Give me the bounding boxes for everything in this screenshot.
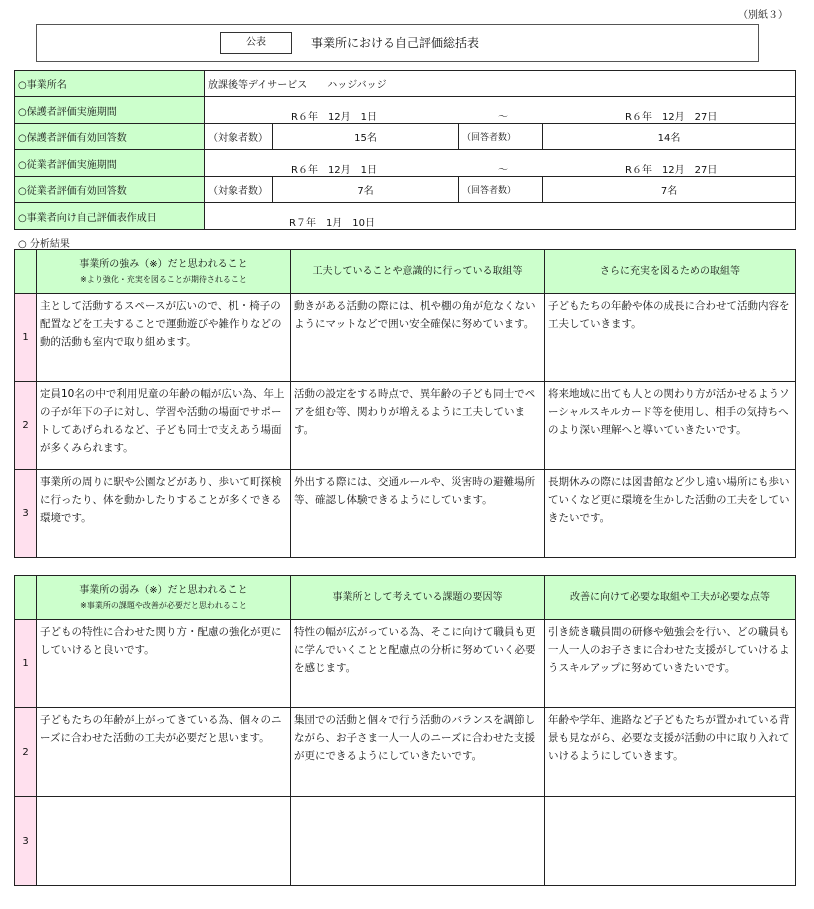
improve-cell <box>545 797 796 886</box>
strengths-further-header: さらに充実を図るための取組等 <box>545 250 796 294</box>
cause-cell: 特性の幅が広がっている為、そこに向けて職員も更に学んでいくことと配慮点の分析に努めていく必要を感じます。 <box>291 620 545 708</box>
created-date-label: ○事業者向け自己評価表作成日 <box>15 203 205 230</box>
further-cell: 長期休みの際には図書館など少し遠い場所にも歩いていくなど更に環境を生かした活動の工夫をしていきたいです。 <box>545 470 796 558</box>
respondent-count-label: （回答者数） <box>459 177 543 203</box>
weaknesses-header: 事業所の弱み（※）だと思われること ※事業所の課題や改善が必要だと思われること <box>37 576 291 620</box>
guardian-period-label: ○保護者評価実施期間 <box>15 97 205 124</box>
title-box <box>36 24 759 62</box>
strength-cell: 主として活動するスペースが広いので、机・椅子の配置などを工夫することで運動遊びや雑作りなどの動的活動も室内で取り組めます。 <box>37 294 291 382</box>
info-table <box>14 70 796 230</box>
row-number: 1 <box>15 294 37 382</box>
further-cell: 将来地域に出ても人との関わり方が活かせるようソーシャルスキルカード等を使用し、相手の気持ちへのより深い理解へと導いていきたいです。 <box>545 382 796 470</box>
weakness-cell <box>37 797 291 886</box>
strengths-header: 事業所の強み（※）だと思われること ※より強化・充実を図ることが期待されること <box>37 250 291 294</box>
period-separator: ～ <box>498 165 508 176</box>
effort-cell: 活動の設定をする時点で、異年齢の子ども同士でペアを組む等、関わりが増えるように工夫しています。 <box>291 382 545 470</box>
improve-cell: 年齢や学年、進路など子どもたちが置かれている背景も見ながら、必要な支援が活動の中に取り入れていけるようにしていきます。 <box>545 708 796 797</box>
target-count-label: （対象者数） <box>205 177 273 203</box>
staff-target-count: 7名 <box>273 177 459 203</box>
further-cell: 子どもたちの年齢や体の成長に合わせて活動内容を工夫していきます。 <box>545 294 796 382</box>
public-badge: 公表 <box>220 32 292 54</box>
weaknesses-improve-header: 改善に向けて必要な取組や工夫が必要な点等 <box>545 576 796 620</box>
target-count-label: （対象者数） <box>205 124 273 150</box>
guardian-target-count: 15名 <box>273 124 459 150</box>
row-number: 3 <box>15 797 37 886</box>
page-title: 事業所における自己評価総括表 <box>311 36 480 50</box>
effort-cell: 外出する際には、交通ルールや、災害時の避難場所等、確認し体験できるようにしています。 <box>291 470 545 558</box>
row-number: 2 <box>15 708 37 797</box>
row-number: 2 <box>15 382 37 470</box>
staff-respondent-count: 7名 <box>543 177 796 203</box>
staff-period-start: R６年 12月 1日 <box>291 165 378 176</box>
weakness-cell: 子どもの特性に合わせた関り方・配慮の強化が更にしていけると良いです。 <box>37 620 291 708</box>
weaknesses-causes-header: 事業所として考えている課題の要因等 <box>291 576 545 620</box>
strengths-efforts-header: 工夫していることや意識的に行っている取組等 <box>291 250 545 294</box>
staff-period-label: ○従業者評価実施期間 <box>15 150 205 177</box>
strengths-table <box>14 249 796 558</box>
cause-cell <box>291 797 545 886</box>
strength-cell: 事業所の周りに駅や公園などがあり、歩いて町探検に行ったり、体を動かしたりすることが多くできる環境です。 <box>37 470 291 558</box>
analysis-heading: ○ 分析結果 <box>18 239 70 250</box>
improve-cell: 引き続き職員間の研修や勉強会を行い、どの職員も一人一人のお子さまに合わせた支援がしていけるようスキルアップに努めていきたいです。 <box>545 620 796 708</box>
effort-cell: 動きがある活動の際には、机や棚の角が危なくないようにマットなどで囲い安全確保に努めています。 <box>291 294 545 382</box>
period-separator: ～ <box>498 112 508 123</box>
guardian-period-start: R６年 12月 1日 <box>291 112 378 123</box>
staff-responses-label: ○従業者評価有効回答数 <box>15 177 205 203</box>
guardian-respondent-count: 14名 <box>543 124 796 150</box>
respondent-count-label: （回答者数） <box>459 124 543 150</box>
row-number: 3 <box>15 470 37 558</box>
strength-cell: 定員10名の中で利用児童の年齢の幅が広い為、年上の子が年下の子に対し、学習や活動の場面でサポートしてあげられるなど、子ども同士で支えあう場面が多くみられます。 <box>37 382 291 470</box>
cause-cell: 集団での活動と個々で行う活動のバランスを調節しながら、お子さま一人一人のニーズに合わせた支援が更にできるようにしていきたいです。 <box>291 708 545 797</box>
row-number: 1 <box>15 620 37 708</box>
created-date-value: R７年 1月 10日 <box>289 218 376 229</box>
appendix-label: （別紙３） <box>738 10 788 21</box>
weaknesses-table <box>14 575 796 886</box>
guardian-period-end: R６年 12月 27日 <box>625 112 718 123</box>
weakness-cell: 子どもたちの年齢が上がってきている為、個々のニーズに合わせた活動の工夫が必要だと思います。 <box>37 708 291 797</box>
office-name-value: 放課後等デイサービス ハッジバッジ <box>205 71 796 97</box>
office-name-label: ○事業所名 <box>15 71 205 97</box>
staff-period-end: R６年 12月 27日 <box>625 165 718 176</box>
guardian-responses-label: ○保護者評価有効回答数 <box>15 124 205 150</box>
